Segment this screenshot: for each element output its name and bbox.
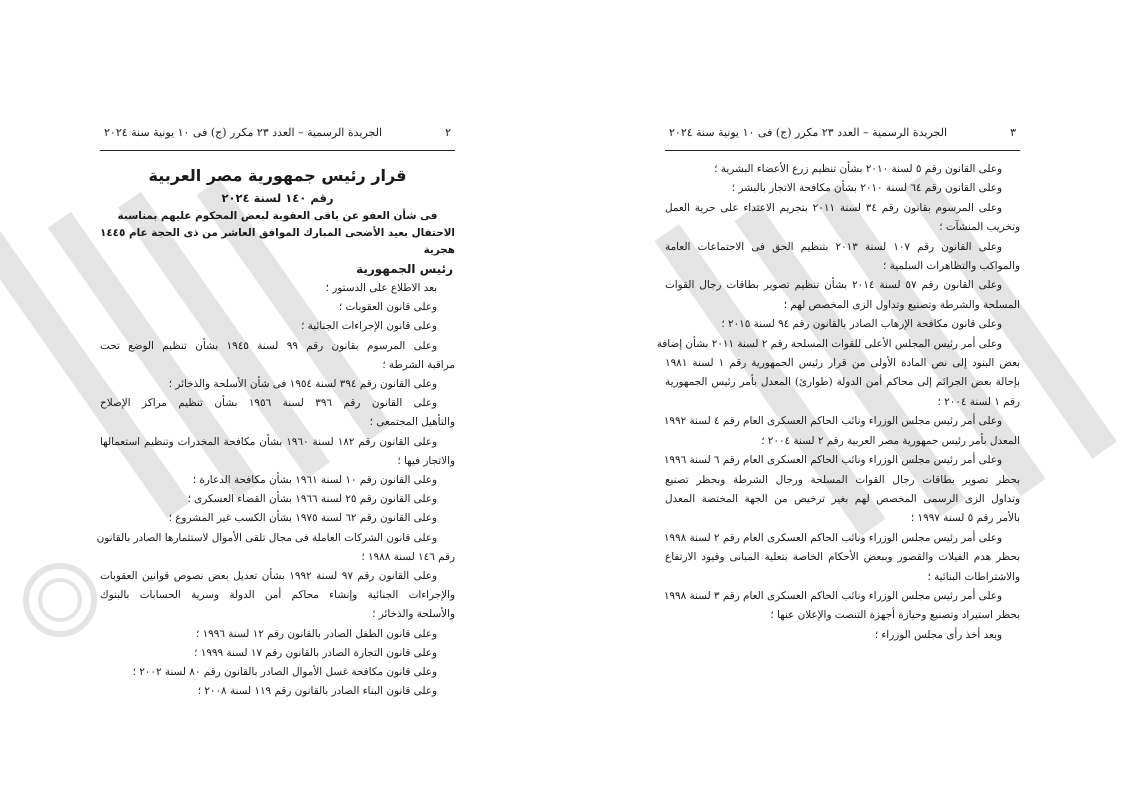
text-line: والتأهيل المجتمعى ؛ xyxy=(369,416,455,429)
text-line: وعلى القانون رقم ٥٧ لسنة ٢٠١٤ بشأن تنظيم تصوير بطاقات رجال القوات xyxy=(665,279,1002,292)
decree-subject-line: الاحتفال بعيد الأضحى المبارك الموافق العاشر من ذى الحجة عام ١٤٤٥ هجرية xyxy=(100,227,455,256)
text-line: بعد الاطلاع على الدستور ؛ xyxy=(325,282,437,294)
text-line: مراقبة الشرطة ؛ xyxy=(382,358,455,371)
preamble-body xyxy=(656,160,1021,645)
decree-body xyxy=(96,160,455,701)
text-line: وعلى القانون رقم ٣٩٦ لسنة ١٩٥٦ بشأن تنظيم مراكز الإصلاح xyxy=(100,397,437,410)
text-line: والاتجار فيها ؛ xyxy=(397,454,455,467)
running-header xyxy=(100,126,455,139)
text-line: والأسلحة والذخائر ؛ xyxy=(372,608,455,621)
text-line: وعلى القانون رقم ١٠ لسنة ١٩٦١ بشأن مكافحة الدعارة ؛ xyxy=(192,474,437,487)
text-line: والإجراءات الجنائية وإنشاء محاكم أمن الدولة وسرية الحسابات بالبنوك xyxy=(100,589,455,602)
page-3 xyxy=(656,0,1021,795)
text-line: وعلى القانون رقم ٣٩٤ لسنة ١٩٥٤ فى شأن الأسلحة والذخائر ؛ xyxy=(168,378,437,391)
text-line: وعلى القانون رقم ١٨٢ لسنة ١٩٦٠ بشأن مكافحة المخدرات وتنظيم استعمالها xyxy=(100,435,438,448)
text-line: وتخريب المنشآت ؛ xyxy=(939,221,1020,234)
decree-number: رقم ١٤٠ لسنة ٢٠٢٤ xyxy=(221,191,334,205)
text-line: وعلى القانون رقم ١٠٧ لسنة ٢٠١٣ بتنظيم الحق فى الاجتماعات العامة xyxy=(665,240,1002,253)
text-line: وعلى المرسوم بقانون رقم ٩٩ لسنة ١٩٤٥ بشأن تنظيم الوضع تحت xyxy=(100,339,437,352)
text-line: والاشتراطات البنائية ؛ xyxy=(927,570,1020,583)
text-line: وعلى أمر رئيس المجلس الأعلى للقوات المسلحة رقم ٢ لسنة ٢٠١١ بشأن إضافة xyxy=(656,337,1002,350)
text-line: بحظر هدم الفيلات والقصور وببعض الأحكام الخاصة بتعلية المبانى وقيود الارتفاع xyxy=(665,551,1020,564)
text-line: وعلى القانون رقم ٥ لسنة ٢٠١٠ بشأن تنظيم زرع الأعضاء البشرية ؛ xyxy=(714,163,1002,175)
text-line: وعلى أمر رئيس مجلس الوزراء ونائب الحاكم العسكرى العام رقم ٤ لسنة ١٩٩٢ xyxy=(663,415,1002,428)
text-line: وعلى المرسوم بقانون رقم ٣٤ لسنة ٢٠١١ بتجريم الاعتداء على حرية العمل xyxy=(665,201,1003,214)
page-2 xyxy=(96,0,455,795)
president-heading: رئيس الجمهورية xyxy=(356,262,453,276)
text-line: بالأمر رقم ٥ لسنة ١٩٩٧ ؛ xyxy=(910,512,1020,525)
page-number: ٢ xyxy=(445,126,451,139)
text-line: وعلى قانون الطفل الصادر بالقانون رقم ١٢ لسنة ١٩٩٦ ؛ xyxy=(195,627,437,640)
preamble-lines xyxy=(96,279,455,701)
page-number: ٣ xyxy=(1010,126,1016,139)
text-line: والمواكب والتظاهرات السلمية ؛ xyxy=(883,260,1020,273)
text-line: وعلى قانون العقوبات ؛ xyxy=(338,301,437,314)
text-line: وعلى قانون التجارة الصادر بالقانون رقم ١٧ لسنة ١٩٩٩ ؛ xyxy=(194,646,437,659)
header-text: الجريدة الرسمية – العدد ٢٣ مكرر (ج) فى ١٠ يونية سنة ٢٠٢٤ xyxy=(669,126,948,139)
text-line: وعلى القانون رقم ٩٧ لسنة ١٩٩٢ بشأن تعديل بعض نصوص قوانين العقوبات xyxy=(100,570,437,583)
text-line: المعدل بأمر رئيس جمهورية مصر العربية رقم ٢ لسنة ٢٠٠٤ ؛ xyxy=(761,434,1020,447)
decree-title: قرار رئيس جمهورية مصر العربية xyxy=(148,166,407,185)
text-line: وعلى قانون البناء الصادر بالقانون رقم ١١٩ لسنة ٢٠٠٨ ؛ xyxy=(197,685,437,698)
header-text: الجريدة الرسمية – العدد ٢٣ مكرر (ج) فى ١٠ يونية سنة ٢٠٢٤ xyxy=(104,126,383,139)
text-line: وعلى قانون الشركات العاملة فى مجال تلقى الأموال لاستثمارها الصادر بالقانون xyxy=(96,531,437,544)
text-line: وعلى أمر رئيس مجلس الوزراء ونائب الحاكم العسكرى العام رقم ٦ لسنة ١٩٩٦ xyxy=(663,454,1002,467)
running-header xyxy=(665,126,1020,139)
header-rule xyxy=(100,150,455,151)
preamble-lines xyxy=(656,160,1021,645)
text-line: بحظر استيراد وتصنيع وحيازة أجهزة التنصت والإعلان عنها ؛ xyxy=(770,609,1020,622)
text-line: رقم ١ لسنة ٢٠٠٤ ؛ xyxy=(937,395,1020,408)
text-line: وعلى القانون رقم ٦٢ لسنة ١٩٧٥ بشأن الكسب غير المشروع ؛ xyxy=(168,512,437,525)
text-line: المسلحة والشرطة وتصنيع وتداول الزى المخصص لهم ؛ xyxy=(783,298,1020,311)
header-rule xyxy=(665,150,1020,151)
text-line: بإحالة بعض الجرائم إلى محاكم أمن الدولة (طوارئ) المعدل بأمر رئيس الجمهورية xyxy=(665,376,1020,389)
text-line: وعلى القانون رقم ٢٥ لسنة ١٩٦٦ بشأن القضاء العسكرى ؛ xyxy=(187,493,437,506)
decree-subject-line: فى شأن العفو عن باقى العقوبة لبعض المحكوم عليهم بمناسبة xyxy=(117,210,438,222)
text-line: بعض البنود إلى نص المادة الأولى من قرار رئيس الجمهورية رقم ١ لسنة ١٩٨١ xyxy=(665,357,1021,370)
text-line: وعلى أمر رئيس مجلس الوزراء ونائب الحاكم العسكرى العام رقم ٢ لسنة ١٩٩٨ xyxy=(663,531,1002,544)
text-line: وعلى قانون مكافحة الإرهاب الصادر بالقانون رقم ٩٤ لسنة ٢٠١٥ ؛ xyxy=(721,318,1002,331)
text-line: وتداول الزى الرسمى المخصص لهم بغير ترخيص من الجهة المختصة المعدل xyxy=(665,492,1020,505)
text-line: وبعد أخذ رأى مجلس الوزراء ؛ xyxy=(874,628,1002,641)
text-line: وعلى أمر رئيس مجلس الوزراء ونائب الحاكم العسكرى العام رقم ٣ لسنة ١٩٩٨ xyxy=(663,589,1002,602)
text-line: وعلى قانون مكافحة غسل الأموال الصادر بالقانون رقم ٨٠ لسنة ٢٠٠٢ ؛ xyxy=(132,666,437,679)
text-line: وعلى القانون رقم ٦٤ لسنة ٢٠١٠ بشأن مكافحة الاتجار بالبشر ؛ xyxy=(731,182,1002,195)
decree-subject xyxy=(100,208,455,259)
text-line: بحظر تصوير بطاقات رجال القوات المسلحة ورجال الشرطة وبحظر تصنيع xyxy=(665,473,1020,486)
text-line: وعلى قانون الإجراءات الجنائية ؛ xyxy=(301,320,437,333)
text-line: رقم ١٤٦ لسنة ١٩٨٨ ؛ xyxy=(361,550,455,563)
